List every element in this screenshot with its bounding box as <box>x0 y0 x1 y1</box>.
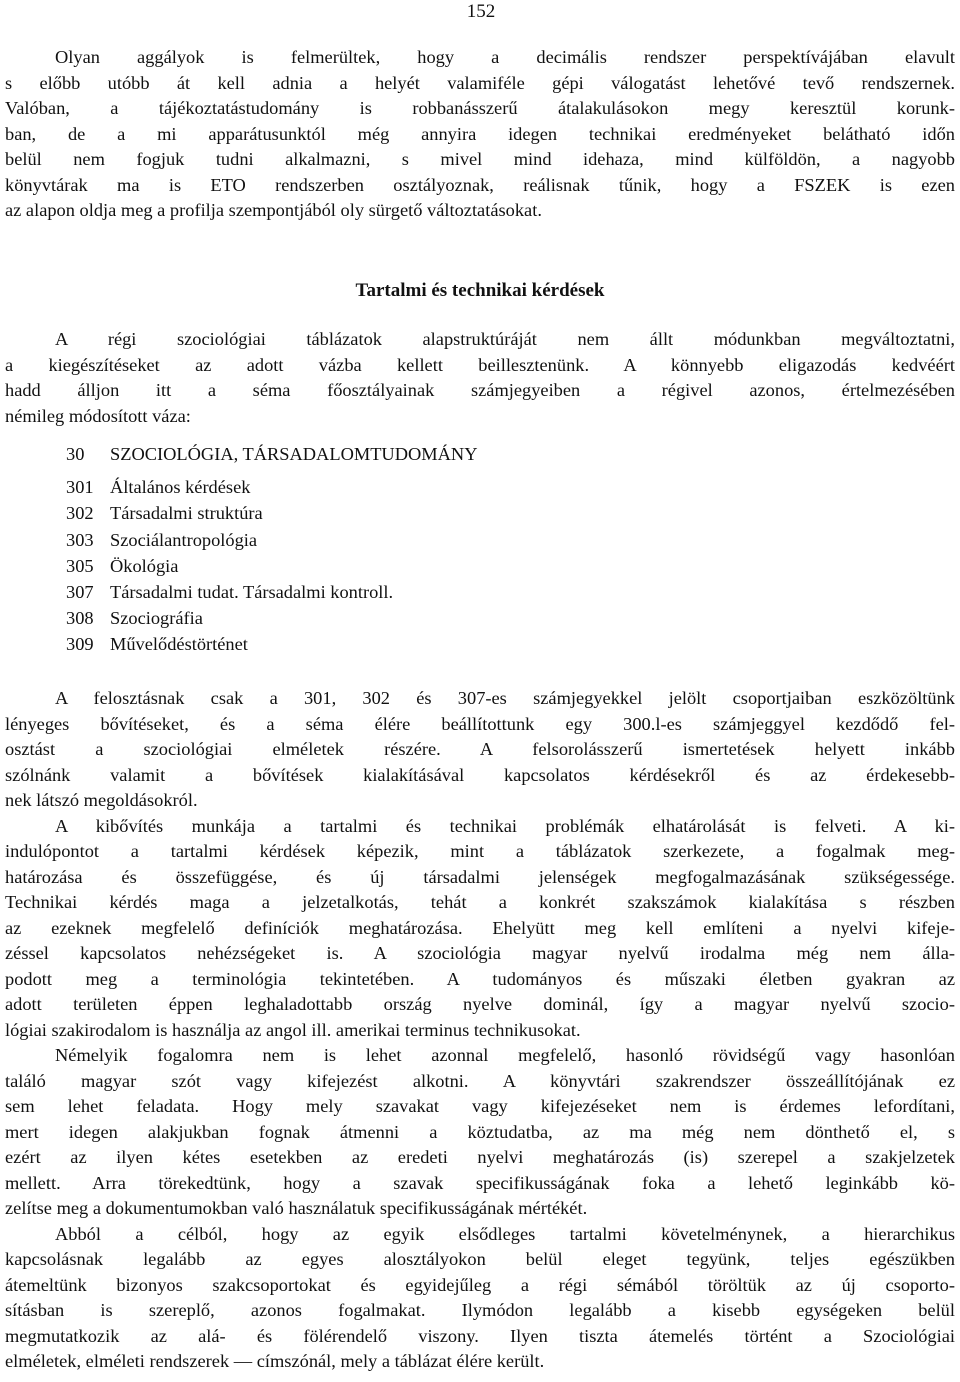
text-line: s előbb utóbb át kell adnia a helyét valamiféle gépi válogatást lehetővé tevő rendszernek. <box>5 72 955 93</box>
text-line: zéssel kapcsolatos nehézségeket is. A szociológia magyar nyelvű irodalma még nem álla- <box>5 943 955 963</box>
class-code: 302 <box>66 503 94 524</box>
text-line: sem lehet feladata. Hogy mely szavakat vagy kifejezéseket nem is érdemes lefordítani, <box>5 1096 955 1116</box>
class-label: Társadalmi struktúra <box>110 503 263 524</box>
class-code: 303 <box>66 529 94 550</box>
text-line: az alapon oldja meg a profilja szempontjából oly sürgető változtatásokat. <box>5 200 542 220</box>
paragraph-4 <box>5 814 955 1044</box>
class-code: 308 <box>66 608 94 629</box>
text-line: ban, de a mi apparátusunktól még annyira idegen technikai eredményeket belátható időn <box>5 123 955 144</box>
text-line: könyvtárak ma is ETO rendszerben osztályoznak, reálisnak tűnik, hogy a FSZEK is ezen <box>5 174 955 195</box>
text-line: A régi szociológiai táblázatok alapstruktúráját nem állt módunkban megváltoztatni, <box>55 329 955 349</box>
text-line: a kiegészítéseket az adott vázba kellett beillesztenünk. A könnyebb eligazodás kedvéért <box>5 354 955 375</box>
class-code: 30 <box>66 444 85 464</box>
text-line: Technikai kérdés maga a jelzetalkotás, tehát a konkrét szakszámok kialakítása s részben <box>5 892 955 912</box>
paragraph-5 <box>5 1043 955 1222</box>
list-item <box>66 500 666 526</box>
class-label: Általános kérdések <box>110 477 251 498</box>
text-line: lógiai szakirodalom is használja az angol ill. amerikai terminus technikusokat. <box>5 1019 581 1040</box>
class-code: 309 <box>66 634 94 655</box>
list-item <box>66 527 666 553</box>
list-item <box>66 605 666 631</box>
text-line: elméletek, elméleti rendszerek — címszónál, mely a táblázat élére került. <box>5 1351 545 1371</box>
text-line: zelítse meg a dokumentumokban való használatuk specifikusságának mértékét. <box>5 1198 588 1218</box>
text-line: ezért az ilyen kétes esetekben az eredeti nyelvi meghatározás (is) szerepel a szakjelzetek <box>5 1147 955 1167</box>
list-item <box>66 579 666 605</box>
text-line: Némelyik fogalomra nem is lehet azonnal megfelelő, hasonló rövidségű vagy hasonlóan <box>55 1045 955 1065</box>
class-code: 307 <box>66 581 94 602</box>
text-line: hadd álljon itt a séma főosztályainak számjegyeiben a régivel azonos, értelmezésében <box>5 380 955 400</box>
class-label: Szociálantropológia <box>110 529 258 550</box>
text-line: Valóban, a tájékoztatástudomány is robbanásszerű átalakulásokon megy keresztül korunk- <box>5 98 955 118</box>
text-line: Abból a célból, hogy az egyik elsődleges tartalmi követelménynek, a hierarchikus <box>55 1223 955 1244</box>
class-code: 301 <box>66 477 94 498</box>
text-line: osztást a szociológiai elméletek részére. A felsorolásszerű ismertetések helyett inkább <box>5 739 955 759</box>
class-code: 305 <box>66 555 94 576</box>
text-line: Olyan aggályok is felmerültek, hogy a decimális rendszer perspektívájában elavult <box>55 47 955 67</box>
text-line: határozása és összefüggése, és új társadalmi jelenségek megfogalmazásának szükségessége. <box>5 866 955 887</box>
section-heading: Tartalmi és technikai kérdések <box>355 280 605 301</box>
text-line: sításban is szereplő, azonos fogalmakat. Ilymódon legalább a kisebb egységeken belül <box>5 1300 955 1320</box>
text-line: megmutatkozik az alá- és fölérendelő viszony. Ilyen tiszta átemelés történt a Szociológiai <box>5 1325 955 1346</box>
text-line: lényeges bővítéseket, és a séma élére beállítottunk egy 300.l-es számjeggyel kezdődő fel- <box>5 713 955 734</box>
text-line: átemeltünk bizonyos szakcsoportokat és egyidejűleg a régi sémából töröltük az új csoporto- <box>5 1274 955 1295</box>
list-item <box>66 631 666 657</box>
paragraph-2 <box>5 327 955 429</box>
text-line: nek látszó megoldásokról. <box>5 790 198 810</box>
text-line: szólnánk valamit a bővítések kialakításával kapcsolatos kérdésekről és az érdekesebb- <box>5 764 955 785</box>
text-line: mert idegen alakjukban fognak átmenni a köztudatba, az ma még nem dönthető el, s <box>5 1121 955 1142</box>
text-line: A kibővítés munkája a tartalmi és technikai problémák elhatárolását is felveti. A ki- <box>55 815 955 836</box>
class-label: Szociográfia <box>110 608 203 629</box>
class-label: Ökológia <box>110 555 179 576</box>
paragraph-1 <box>5 45 955 224</box>
text-line: indulópontot a tartalmi kérdések képezik, mint a táblázatok szerkezete, a fogalmak meg- <box>5 841 955 861</box>
class-label: Művelődéstörténet <box>110 634 248 655</box>
paragraph-6 <box>5 1222 955 1375</box>
text-line: adott területen éppen leghaladottabb ország nyelve dominál, így a magyar nyelvű szocio- <box>5 994 955 1014</box>
list-item-main <box>66 441 666 467</box>
text-line: némileg módosított váza: <box>5 405 191 426</box>
list-item <box>66 474 666 500</box>
classification-list <box>66 441 666 658</box>
text-line: belül nem fogjuk tudni alkalmazni, s mivel mind idehaza, mind külföldön, a nagyobb <box>5 149 955 169</box>
text-line: mellett. Arra törekedtünk, hogy a szavak specifikusságának foka a lehető leginkább kö- <box>5 1172 955 1193</box>
list-item <box>66 553 666 579</box>
text-line: A felosztásnak csak a 301, 302 és 307-es számjegyekkel jelölt csoportjaiban eszközöltünk <box>55 688 955 708</box>
text-line: podott meg a terminológia tekintetében. A tudományos és műszaki életben gyakran az <box>5 968 955 989</box>
class-label: SZOCIOLÓGIA, TÁRSADALOMTUDOMÁNY <box>110 444 478 464</box>
text-line: találó magyar szót vagy kifejezést alkotni. A könyvtári szakrendszer összeállítójának ez <box>5 1070 955 1091</box>
paragraph-3 <box>5 686 955 814</box>
page-number: 152 <box>466 1 496 22</box>
text-line: az ezeknek megfelelő definíciók meghatározása. Ehelyütt meg kell említeni a nyelvi kifeje- <box>5 917 955 938</box>
class-label: Társadalmi tudat. Társadalmi kontroll. <box>110 581 394 602</box>
body-text <box>5 686 955 1375</box>
text-line: kapcsolásnak legalább az egyes alosztályokon belül eleget tegyünk, teljes egészükben <box>5 1249 955 1269</box>
